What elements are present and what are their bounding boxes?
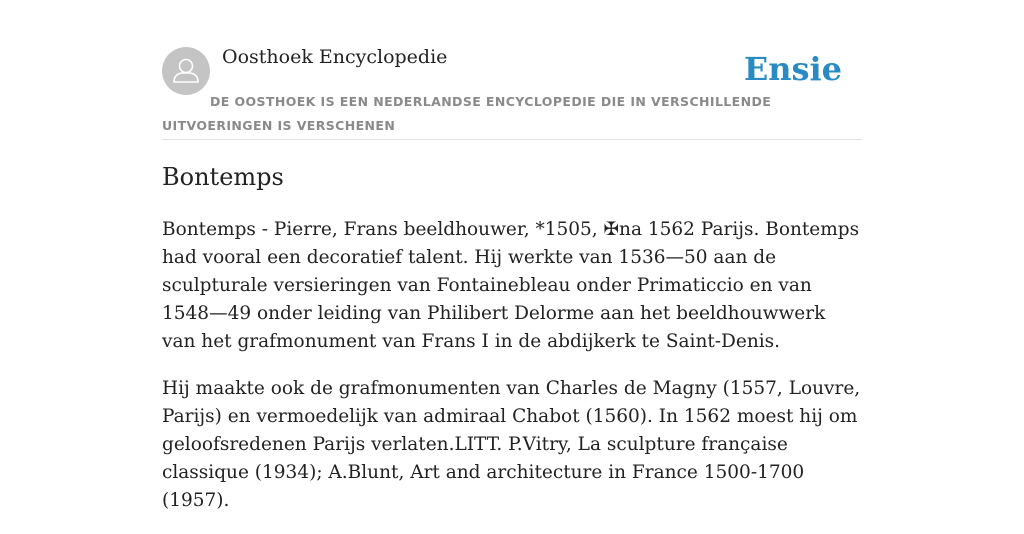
brand-logo[interactable]: Ensie [743,50,842,88]
entry-headword: Bontemps [162,163,284,191]
source-title[interactable]: Oosthoek Encyclopedie [222,46,448,68]
entry-body [162,216,864,534]
entry-paragraph: Bontemps - Pierre, Frans beeldhouwer, *1505, ✠na 1562 Parijs. Bontemps had vooral een decoratief talent. Hij werkte van 1536—50 aan de sculpturale versieringen van Fontainebleau onder Primaticcio en van 1548—49 onder leiding van Philibert Delorme aan het beeldhouwwerk van het grafmonument van Frans I in de abdijkerk te Saint-Denis. [162,219,860,352]
user-icon [162,47,210,95]
entry-paragraph: Hij maakte ook de grafmonumenten van Charles de Magny (1557, Louvre, Parijs) en vermoedelijk van admiraal Chabot (1560). In 1562 moest hij om geloofsredenen Parijs verlaten.LITT. P.Vitry, La sculpture française classique (1934); A.Blunt, Art and architecture in France 1500-1700 (1957). [162,378,861,511]
source-avatar[interactable] [162,47,210,95]
header-divider [162,139,862,140]
source-tagline: DE OOSTHOEK IS EEN NEDERLANDSE ENCYCLOPEDIE DIE IN VERSCHILLENDE UITVOERINGEN IS VERSCHENEN [162,94,772,133]
